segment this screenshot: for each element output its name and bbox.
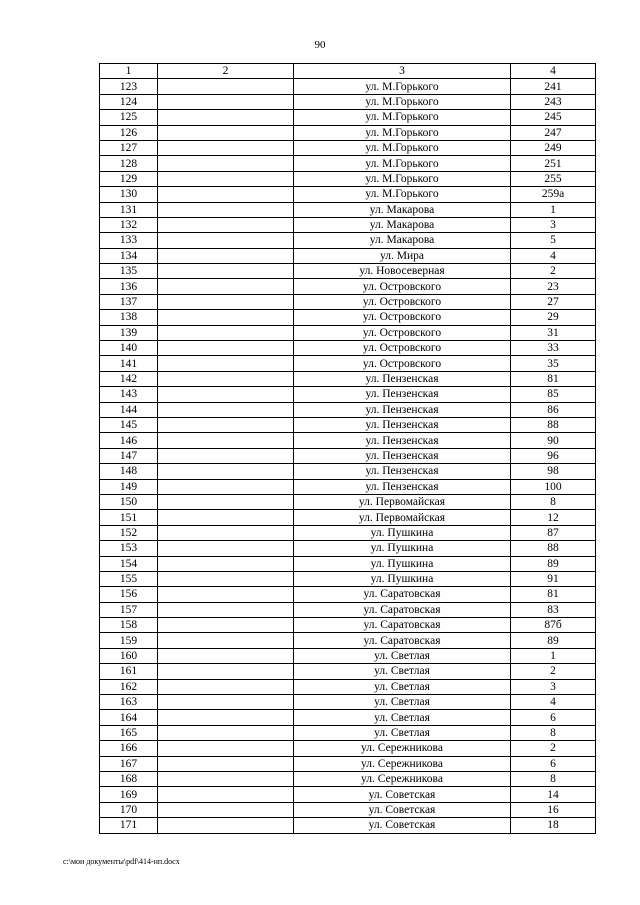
- row-number-cell: 136: [100, 279, 158, 294]
- empty-cell: [158, 664, 294, 679]
- street-cell: ул. Пушкина: [294, 541, 511, 556]
- street-cell: ул. М.Горького: [294, 187, 511, 202]
- street-cell: ул. Островского: [294, 341, 511, 356]
- house-number-cell: 3: [511, 679, 596, 694]
- house-number-cell: 81: [511, 587, 596, 602]
- row-number-cell: 127: [100, 140, 158, 155]
- house-number-cell: 88: [511, 541, 596, 556]
- street-cell: ул. Светлая: [294, 710, 511, 725]
- row-number-cell: 123: [100, 79, 158, 94]
- street-cell: ул. Пензенская: [294, 479, 511, 494]
- row-number-cell: 143: [100, 387, 158, 402]
- house-number-cell: 3: [511, 217, 596, 232]
- empty-cell: [158, 110, 294, 125]
- row-number-cell: 126: [100, 125, 158, 140]
- house-number-cell: 89: [511, 556, 596, 571]
- house-number-cell: 243: [511, 94, 596, 109]
- empty-cell: [158, 217, 294, 232]
- table-row: [100, 94, 596, 109]
- street-cell: ул. Пензенская: [294, 387, 511, 402]
- empty-cell: [158, 818, 294, 833]
- street-cell: ул. Новосеверная: [294, 264, 511, 279]
- empty-cell: [158, 633, 294, 648]
- row-number-cell: 137: [100, 294, 158, 309]
- street-cell: ул. Светлая: [294, 695, 511, 710]
- house-number-cell: 98: [511, 464, 596, 479]
- table-row: [100, 279, 596, 294]
- table-row: [100, 110, 596, 125]
- column-header-street: 3: [294, 64, 511, 79]
- house-number-cell: 2: [511, 664, 596, 679]
- empty-cell: [158, 325, 294, 340]
- street-cell: ул. М.Горького: [294, 79, 511, 94]
- empty-cell: [158, 356, 294, 371]
- empty-cell: [158, 787, 294, 802]
- row-number-cell: 167: [100, 756, 158, 771]
- empty-cell: [158, 556, 294, 571]
- empty-cell: [158, 202, 294, 217]
- table-row: [100, 771, 596, 786]
- empty-cell: [158, 94, 294, 109]
- column-header-number: 1: [100, 64, 158, 79]
- table-row: [100, 587, 596, 602]
- house-number-cell: 5: [511, 233, 596, 248]
- row-number-cell: 144: [100, 402, 158, 417]
- empty-cell: [158, 679, 294, 694]
- empty-cell: [158, 587, 294, 602]
- table-row: [100, 725, 596, 740]
- empty-cell: [158, 125, 294, 140]
- house-number-cell: 89: [511, 633, 596, 648]
- row-number-cell: 164: [100, 710, 158, 725]
- table-row: [100, 371, 596, 386]
- row-number-cell: 128: [100, 156, 158, 171]
- row-number-cell: 141: [100, 356, 158, 371]
- table-row: [100, 695, 596, 710]
- row-number-cell: 132: [100, 217, 158, 232]
- table-row: [100, 264, 596, 279]
- table-row: [100, 387, 596, 402]
- street-cell: ул. Макарова: [294, 233, 511, 248]
- empty-cell: [158, 79, 294, 94]
- row-number-cell: 135: [100, 264, 158, 279]
- street-cell: ул. Пушкина: [294, 571, 511, 586]
- street-cell: ул. М.Горького: [294, 140, 511, 155]
- street-cell: ул. Пушкина: [294, 556, 511, 571]
- house-number-cell: 1: [511, 202, 596, 217]
- page-number: 90: [314, 39, 326, 51]
- street-cell: ул. Пушкина: [294, 525, 511, 540]
- row-number-cell: 152: [100, 525, 158, 540]
- street-cell: ул. Советская: [294, 787, 511, 802]
- street-cell: ул. Островского: [294, 294, 511, 309]
- table-row: [100, 125, 596, 140]
- house-number-cell: 83: [511, 602, 596, 617]
- table-row: [100, 233, 596, 248]
- address-table-body: [100, 64, 596, 834]
- house-number-cell: 4: [511, 248, 596, 263]
- street-cell: ул. Островского: [294, 325, 511, 340]
- house-number-cell: 86: [511, 402, 596, 417]
- row-number-cell: 142: [100, 371, 158, 386]
- column-header-house: 4: [511, 64, 596, 79]
- empty-cell: [158, 371, 294, 386]
- address-table: [99, 63, 596, 834]
- row-number-cell: 148: [100, 464, 158, 479]
- table-row: [100, 802, 596, 817]
- street-cell: ул. М.Горького: [294, 156, 511, 171]
- row-number-cell: 170: [100, 802, 158, 817]
- empty-cell: [158, 264, 294, 279]
- house-number-cell: 6: [511, 756, 596, 771]
- street-cell: ул. Сережникова: [294, 741, 511, 756]
- empty-cell: [158, 433, 294, 448]
- house-number-cell: 247: [511, 125, 596, 140]
- street-cell: ул. Светлая: [294, 648, 511, 663]
- house-number-cell: 8: [511, 725, 596, 740]
- house-number-cell: 35: [511, 356, 596, 371]
- row-number-cell: 160: [100, 648, 158, 663]
- house-number-cell: 14: [511, 787, 596, 802]
- house-number-cell: 88: [511, 417, 596, 432]
- empty-cell: [158, 187, 294, 202]
- footer-file-path: c:\мои документы\pdf\414-нп.docx: [63, 857, 180, 866]
- row-number-cell: 129: [100, 171, 158, 186]
- table-row: [100, 202, 596, 217]
- house-number-cell: 1: [511, 648, 596, 663]
- street-cell: ул. Сережникова: [294, 771, 511, 786]
- table-row: [100, 556, 596, 571]
- row-number-cell: 151: [100, 510, 158, 525]
- table-row: [100, 187, 596, 202]
- table-row: [100, 633, 596, 648]
- house-number-cell: 87: [511, 525, 596, 540]
- house-number-cell: 241: [511, 79, 596, 94]
- street-cell: ул. Пензенская: [294, 433, 511, 448]
- table-row: [100, 448, 596, 463]
- table-row: [100, 602, 596, 617]
- house-number-cell: 91: [511, 571, 596, 586]
- row-number-cell: 147: [100, 448, 158, 463]
- empty-cell: [158, 771, 294, 786]
- row-number-cell: 139: [100, 325, 158, 340]
- row-number-cell: 154: [100, 556, 158, 571]
- row-number-cell: 145: [100, 417, 158, 432]
- column-header-2: 2: [158, 64, 294, 79]
- row-number-cell: 165: [100, 725, 158, 740]
- row-number-cell: 171: [100, 818, 158, 833]
- empty-cell: [158, 248, 294, 263]
- house-number-cell: 96: [511, 448, 596, 463]
- empty-cell: [158, 648, 294, 663]
- table-row: [100, 510, 596, 525]
- house-number-cell: 18: [511, 818, 596, 833]
- row-number-cell: 149: [100, 479, 158, 494]
- empty-cell: [158, 602, 294, 617]
- street-cell: ул. Саратовская: [294, 602, 511, 617]
- table-row: [100, 741, 596, 756]
- street-cell: ул. Макарова: [294, 217, 511, 232]
- table-row: [100, 433, 596, 448]
- street-cell: ул. Светлая: [294, 679, 511, 694]
- street-cell: ул. Пензенская: [294, 402, 511, 417]
- empty-cell: [158, 140, 294, 155]
- empty-cell: [158, 571, 294, 586]
- empty-cell: [158, 695, 294, 710]
- table-row: [100, 479, 596, 494]
- empty-cell: [158, 510, 294, 525]
- house-number-cell: 23: [511, 279, 596, 294]
- table-row: [100, 325, 596, 340]
- empty-cell: [158, 341, 294, 356]
- house-number-cell: 33: [511, 341, 596, 356]
- row-number-cell: 162: [100, 679, 158, 694]
- house-number-cell: 249: [511, 140, 596, 155]
- table-row: [100, 402, 596, 417]
- row-number-cell: 146: [100, 433, 158, 448]
- row-number-cell: 169: [100, 787, 158, 802]
- empty-cell: [158, 710, 294, 725]
- house-number-cell: 12: [511, 510, 596, 525]
- row-number-cell: 138: [100, 310, 158, 325]
- empty-cell: [158, 741, 294, 756]
- row-number-cell: 157: [100, 602, 158, 617]
- street-cell: ул. Островского: [294, 356, 511, 371]
- house-number-cell: 81: [511, 371, 596, 386]
- empty-cell: [158, 233, 294, 248]
- house-number-cell: 259а: [511, 187, 596, 202]
- empty-cell: [158, 525, 294, 540]
- row-number-cell: 168: [100, 771, 158, 786]
- empty-cell: [158, 310, 294, 325]
- table-row: [100, 787, 596, 802]
- table-row: [100, 679, 596, 694]
- table-row: [100, 248, 596, 263]
- street-cell: ул. Макарова: [294, 202, 511, 217]
- street-cell: ул. Пензенская: [294, 371, 511, 386]
- empty-cell: [158, 725, 294, 740]
- empty-cell: [158, 387, 294, 402]
- table-row: [100, 217, 596, 232]
- street-cell: ул. Светлая: [294, 664, 511, 679]
- table-row: [100, 571, 596, 586]
- empty-cell: [158, 618, 294, 633]
- street-cell: ул. Саратовская: [294, 633, 511, 648]
- table-row: [100, 494, 596, 509]
- house-number-cell: 251: [511, 156, 596, 171]
- street-cell: ул. Первомайская: [294, 494, 511, 509]
- house-number-cell: 2: [511, 264, 596, 279]
- house-number-cell: 27: [511, 294, 596, 309]
- row-number-cell: 166: [100, 741, 158, 756]
- row-number-cell: 124: [100, 94, 158, 109]
- table-row: [100, 310, 596, 325]
- street-cell: ул. Пензенская: [294, 417, 511, 432]
- empty-cell: [158, 494, 294, 509]
- row-number-cell: 125: [100, 110, 158, 125]
- street-cell: ул. Светлая: [294, 725, 511, 740]
- table-row: [100, 818, 596, 833]
- table-row: [100, 525, 596, 540]
- row-number-cell: 153: [100, 541, 158, 556]
- table-header-row: [100, 64, 596, 79]
- street-cell: ул. М.Горького: [294, 125, 511, 140]
- street-cell: ул. Пензенская: [294, 464, 511, 479]
- house-number-cell: 2: [511, 741, 596, 756]
- table-row: [100, 341, 596, 356]
- row-number-cell: 150: [100, 494, 158, 509]
- row-number-cell: 140: [100, 341, 158, 356]
- street-cell: ул. М.Горького: [294, 94, 511, 109]
- street-cell: ул. Островского: [294, 310, 511, 325]
- street-cell: ул. Мира: [294, 248, 511, 263]
- empty-cell: [158, 171, 294, 186]
- table-row: [100, 464, 596, 479]
- row-number-cell: 156: [100, 587, 158, 602]
- row-number-cell: 158: [100, 618, 158, 633]
- house-number-cell: 255: [511, 171, 596, 186]
- house-number-cell: 29: [511, 310, 596, 325]
- empty-cell: [158, 541, 294, 556]
- empty-cell: [158, 156, 294, 171]
- street-cell: ул. Островского: [294, 279, 511, 294]
- empty-cell: [158, 417, 294, 432]
- empty-cell: [158, 479, 294, 494]
- table-row: [100, 618, 596, 633]
- empty-cell: [158, 402, 294, 417]
- empty-cell: [158, 802, 294, 817]
- street-cell: ул. Сережникова: [294, 756, 511, 771]
- empty-cell: [158, 294, 294, 309]
- table-row: [100, 664, 596, 679]
- empty-cell: [158, 464, 294, 479]
- house-number-cell: 100: [511, 479, 596, 494]
- empty-cell: [158, 756, 294, 771]
- table-row: [100, 756, 596, 771]
- table-row: [100, 156, 596, 171]
- row-number-cell: 163: [100, 695, 158, 710]
- house-number-cell: 4: [511, 695, 596, 710]
- street-cell: ул. Пензенская: [294, 448, 511, 463]
- table-row: [100, 417, 596, 432]
- street-cell: ул. Саратовская: [294, 587, 511, 602]
- row-number-cell: 134: [100, 248, 158, 263]
- row-number-cell: 155: [100, 571, 158, 586]
- house-number-cell: 87б: [511, 618, 596, 633]
- table-row: [100, 79, 596, 94]
- row-number-cell: 159: [100, 633, 158, 648]
- house-number-cell: 85: [511, 387, 596, 402]
- street-cell: ул. Советская: [294, 818, 511, 833]
- house-number-cell: 90: [511, 433, 596, 448]
- empty-cell: [158, 279, 294, 294]
- row-number-cell: 130: [100, 187, 158, 202]
- row-number-cell: 131: [100, 202, 158, 217]
- table-row: [100, 541, 596, 556]
- row-number-cell: 133: [100, 233, 158, 248]
- street-cell: ул. Саратовская: [294, 618, 511, 633]
- empty-cell: [158, 448, 294, 463]
- house-number-cell: 16: [511, 802, 596, 817]
- table-row: [100, 648, 596, 663]
- street-cell: ул. М.Горького: [294, 110, 511, 125]
- table-row: [100, 356, 596, 371]
- table-row: [100, 140, 596, 155]
- house-number-cell: 8: [511, 494, 596, 509]
- house-number-cell: 31: [511, 325, 596, 340]
- house-number-cell: 245: [511, 110, 596, 125]
- street-cell: ул. Советская: [294, 802, 511, 817]
- street-cell: ул. Первомайская: [294, 510, 511, 525]
- house-number-cell: 6: [511, 710, 596, 725]
- table-row: [100, 171, 596, 186]
- row-number-cell: 161: [100, 664, 158, 679]
- house-number-cell: 8: [511, 771, 596, 786]
- street-cell: ул. М.Горького: [294, 171, 511, 186]
- table-row: [100, 710, 596, 725]
- table-row: [100, 294, 596, 309]
